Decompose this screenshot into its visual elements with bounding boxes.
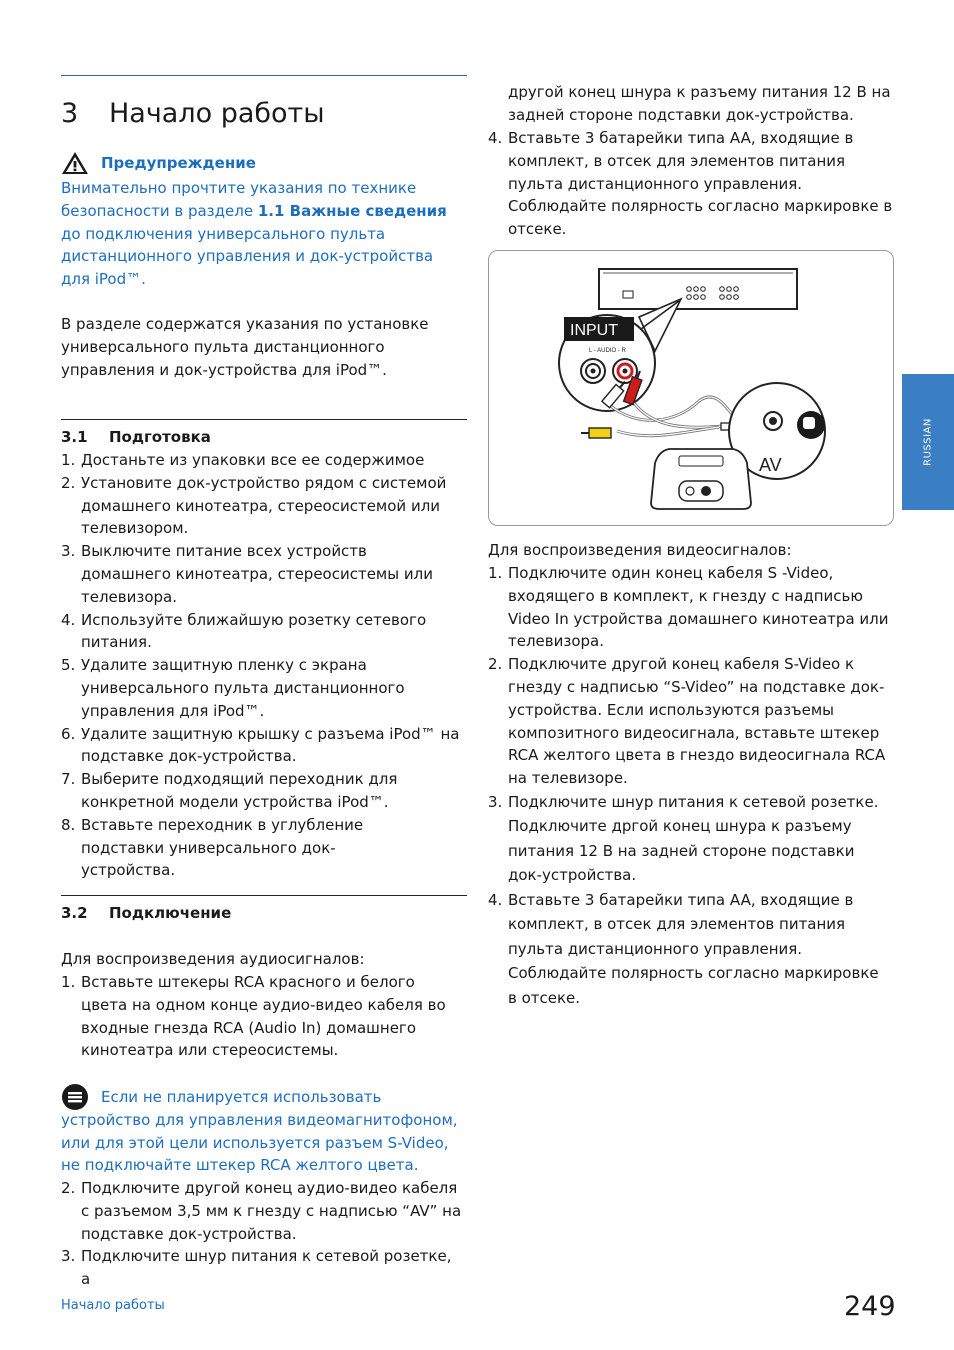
section-heading-3-2 bbox=[61, 902, 231, 924]
intro-paragraph: В разделе содержатся указания по установке универсального пульта дистанционного управления и док-устройства для iPod™. bbox=[61, 315, 429, 379]
list-text: Вставьте 3 батарейки типа AA, входящие в комплект, в отсек для элементов питания пульта дистанционного управления. Соблюдайте полярность согласно маркировке в отсеке. bbox=[508, 129, 893, 239]
section-number: 3.1 bbox=[61, 428, 88, 446]
connection-diagram bbox=[488, 250, 894, 526]
video-intro: Для воспроизведения видеосигналов: bbox=[488, 541, 792, 559]
list-index: 8. bbox=[61, 815, 76, 834]
section-title: Подключение bbox=[109, 904, 232, 922]
section-title: Подготовка bbox=[109, 428, 211, 446]
list-index: 4. bbox=[488, 129, 503, 147]
list-index: 3. bbox=[61, 542, 76, 561]
list-index: 6. bbox=[61, 724, 76, 743]
list-item bbox=[61, 472, 461, 540]
list-text: Подключите другой конец кабеля S-Video к гнезду с надписью “S-Video” на подставке док-устройства. Если используются разъемы композитного видеосигнала, вставьте штекер RCA желтого цвета в гнездо видеосигнала RCA на телевизоре. bbox=[508, 655, 886, 788]
warning-heading bbox=[61, 151, 256, 175]
chapter-title bbox=[61, 96, 325, 132]
audio-label: L - AUDIO - R bbox=[589, 348, 626, 354]
continuation-text: другой конец шнура к разъему питания 12 В на задней стороне подставки док-устройства. bbox=[508, 83, 891, 124]
note-text-content: Если не планируется использовать устройство для управления видеомагнитофоном, или для этой цели используется разъем S-Video, не подключайте штекер RCA желтого цвета. bbox=[61, 1088, 458, 1175]
list-index: 5. bbox=[61, 656, 76, 675]
list-index: 3. bbox=[61, 1247, 76, 1266]
list-text: Используйте ближайшую розетку сетевого питания. bbox=[81, 610, 427, 652]
list-index: 2. bbox=[61, 1179, 76, 1197]
chapter-number: 3 bbox=[61, 98, 79, 129]
list-item bbox=[61, 1177, 465, 1245]
section-rule-3-1 bbox=[61, 419, 467, 420]
prep-steps-list bbox=[61, 449, 461, 882]
language-label: RUSSIAN bbox=[922, 418, 934, 466]
footer-section-name: Начало работы bbox=[61, 1298, 165, 1313]
list-index: 2. bbox=[61, 473, 76, 492]
warning-icon bbox=[61, 151, 89, 175]
list-item bbox=[61, 609, 461, 655]
list-item bbox=[488, 888, 890, 1011]
language-side-tab bbox=[902, 374, 954, 510]
list-text: Подключите один конец кабеля S -Video, входящего в комплект, к гнезду с надписью Video In устройства домашнего кинотеатра или телевизора. bbox=[508, 564, 889, 651]
warning-text-part1: Внимательно прочтите указания по технике безопасности в разделе bbox=[61, 179, 417, 220]
list-item bbox=[61, 814, 391, 882]
warning-text-part2: до подключения универсального пульта дистанционного управления и док-устройства для iPod™. bbox=[61, 224, 434, 289]
list-text: Выключите питание всех устройств домашнего кинотеатра, стереосистемы или телевизора. bbox=[81, 542, 433, 606]
page-number: 249 bbox=[844, 1291, 896, 1322]
list-item bbox=[61, 768, 461, 814]
list-item bbox=[61, 1245, 465, 1291]
top-rule bbox=[61, 75, 467, 76]
list-item bbox=[488, 127, 894, 241]
list-index: 1. bbox=[488, 564, 503, 582]
connection-diagram-art bbox=[489, 251, 895, 527]
list-text: Выберите подходящий переходник для конкретной модели устройства iPod™. bbox=[81, 770, 398, 811]
audio-intro: Для воспроизведения аудиосигналов: bbox=[61, 950, 365, 968]
list-text: Подключите шнур питания к сетевой розетке, а bbox=[81, 1247, 452, 1289]
list-index: 3. bbox=[488, 792, 503, 811]
list-text: Удалите защитную пленку с экрана универсального пульта дистанционного управления для iPod™. bbox=[81, 656, 405, 720]
list-item bbox=[61, 723, 461, 769]
warning-title: Предупреждение bbox=[101, 154, 256, 172]
list-text: Достаньте из упаковки все ее содержимое bbox=[81, 451, 425, 469]
list-item bbox=[61, 449, 461, 472]
list-text: Удалите защитную крышку с разъема iPod™ на подставке док-устройства. bbox=[81, 724, 460, 766]
list-text: Установите док-устройство рядом с системой домашнего кинотеатра, стереосистемой или телевизором. bbox=[81, 473, 447, 538]
video-steps-list bbox=[488, 562, 890, 1010]
list-index: 7. bbox=[61, 770, 76, 789]
av-label: AV bbox=[759, 455, 782, 475]
list-item bbox=[488, 790, 890, 888]
section-number: 3.2 bbox=[61, 904, 88, 922]
list-item bbox=[61, 540, 461, 608]
list-text: Подключите шнур питания к сетевой розетке. Подключите дргой конец шнура к разъему питания 12 В на задней стороне подставки док-устройства. bbox=[508, 792, 879, 885]
list-index: 4. bbox=[488, 890, 503, 909]
chapter-title-text: Начало работы bbox=[109, 98, 325, 129]
list-item bbox=[488, 653, 890, 790]
list-text: Вставьте штекеры RCA красного и белого цвета на одном конце аудио-видео кабеля во входные гнезда RCA (Audio In) домашнего кинотеатра или стереосистемы. bbox=[81, 973, 446, 1060]
list-text: Вставьте 3 батарейки типа AA, входящие в комплект, в отсек для элементов питания пульта дистанционного управления. Соблюдайте полярность согласно маркировке в отсеке. bbox=[508, 890, 879, 1007]
section-heading-3-1 bbox=[61, 426, 211, 448]
list-index: 4. bbox=[61, 610, 76, 629]
list-index: 1. bbox=[61, 451, 76, 469]
list-item bbox=[488, 562, 890, 653]
list-item bbox=[61, 654, 461, 722]
warning-text bbox=[61, 177, 461, 291]
list-text: Вставьте переходник в углубление подставки универсального док-устройства. bbox=[81, 815, 364, 880]
warning-link-important-info: 1.1 Важные сведения bbox=[257, 201, 447, 220]
audio-steps-list-a bbox=[61, 971, 465, 1062]
list-text: Подключите другой конец аудио-видео кабеля с разъемом 3,5 мм к гнезду с надписью “AV” на подставке док-устройства. bbox=[81, 1179, 462, 1243]
list-index: 1. bbox=[61, 973, 76, 991]
section-rule-3-2 bbox=[61, 895, 467, 896]
note-text bbox=[61, 1086, 467, 1177]
input-label: INPUT bbox=[570, 322, 618, 339]
list-item bbox=[61, 971, 465, 1062]
right-top-list bbox=[488, 127, 894, 241]
audio-steps-list-b bbox=[61, 1177, 465, 1291]
list-index: 2. bbox=[488, 655, 503, 674]
